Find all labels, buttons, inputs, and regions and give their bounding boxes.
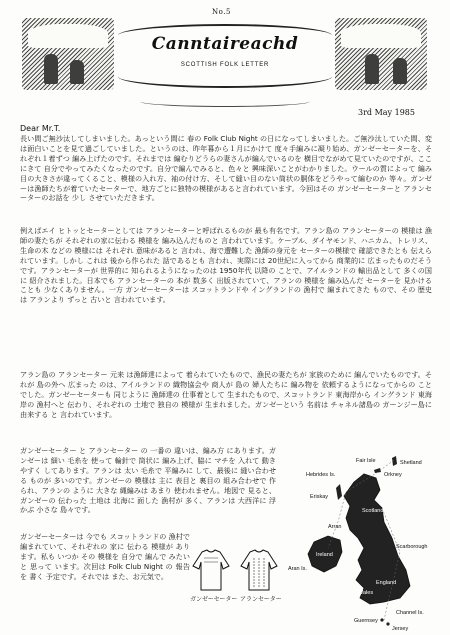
- map-label-orkney: Orkney: [384, 472, 402, 478]
- gansey-caption: ガンゼーセーター: [190, 596, 238, 603]
- paragraph-1: 長い間ご無沙汰してしまいました。あっという間に 春の Folk Club Night の日になってしまいました。ご無沙汰していた間、変は面白いことを見て過ごしていました。というのは、昨年暮から１月にかけて 度々手編みに凝り始め、ガンゼーセーターを、それぞれ１着ずつ 編み上げたのです。それまでは 編むりどうらの妻さんが編んでいるのを 横目でながめて見ていたのですが、ここにきて 自分でやってみたくなったのです。自分で編んでみると、色々と 興味深いことがわかりました。ウールの質によって 編み目の大きさが違ってくること、模様の入れ方、袖の付け方、そして縫い目のない筒状の胴体をどうやって編むのか 等々。ガンゼーは漁師たちが着ていたセーターで、地方ごとに独特の模様があると言われています。今回はその ガンゼーセーターと アランセーターのお話を 少し させていただきます。: [20, 134, 432, 203]
- british-isles-map: [284, 452, 438, 632]
- paragraph-5: ガンゼーセーターは 今でも スコットランドの 漁村で 編まれていて、それぞれの 家に 伝わる 模様が あります。私も いつか その 模様を 自分で 編んで みたいと 思って います。次回は Folk Club Night の 報告を 書く 予定です。それでは また、お元気で。: [20, 532, 190, 581]
- letter-date: 3rd May 1985: [358, 108, 415, 117]
- map-label-channel-is: Channel Is.: [396, 610, 424, 616]
- map-label-hebrides: Hebrides Is.: [306, 472, 336, 478]
- guernsey-shape: [380, 618, 383, 621]
- aran-sweater-drawing: [240, 548, 278, 592]
- map-label-eriskay: Eriskay: [310, 494, 329, 500]
- map-label-wales: Wales: [358, 590, 374, 596]
- hebrides-shape: [336, 484, 342, 500]
- map-label-england: England: [376, 580, 397, 586]
- aran-caption: アランセーター: [240, 596, 282, 603]
- jersey-shape: [386, 622, 389, 625]
- map-label-fair-isle: Fair Isle: [356, 458, 376, 464]
- map-label-ireland: Ireland: [316, 552, 333, 558]
- map-label-aran-is: Aran Is.: [288, 566, 307, 572]
- paragraph-3: アラン島の アランセーター 元来 は漁師達によって 着られていたもので、漁民の妻たちが 家族のために 編んでいたものです。それが 島の外へ 広まった のは、アイルランドの 織物協会や 商人が 島の 婦人たちに 編み物を 依頼するようになってからの ことでした。ガンゼーセーターも 同じように 漁師達の 仕事着として 生まれたもので、スコットランド 東海岸から イングランド 東海岸の 漁村へと 伝わり、それぞれの 土地で 独自の 模様が 生まれました。ガンゼーという 名前は チャネル諸島の ガーンジー島に 由来する と 言われています。: [20, 370, 432, 419]
- map-label-scarborough: Scarborough: [396, 544, 428, 550]
- paragraph-2: 例えばエイ ヒトッとセーターとしては アランセーターと呼ばれるものが 最も有名です。アラン島の アランセーターの 模様は 漁師の妻たちが それぞれの家に伝わる 模様を 編み込んだものと 言われています。ケーブル、ダイヤモンド、ハニカム、トレリス、生命の木 などの 模様には それぞれ 意味があると 言われ、海で遭難した 漁師の身元を セーターの模様で 確認できたとも 伝えられています。しかし これは 後から作られた 話であるとも 言われ、実際には 20世紀に入ってから 商業的に 広まったものだそうです。アランセーターが 世界的に 知られるようになったのは 1950年代 以降の ことで、アイルランドの 輸出品として 多くの国に 紹介されました。日本でも アランセーターの 本が 数多く 出版されていて、アランの 模様を 編み込んだ セーターを 見かける ことも 少なくありません。一方 ガンゼーセーターは スコットランドや イングランドの 漁村で 編まれてきた もので、その 歴史は アランより ずっと 古いと 言われています。: [20, 226, 432, 305]
- newsletter-title: Canntaireachd: [151, 34, 299, 54]
- decorative-flourish: [140, 96, 310, 107]
- salutation: Dear Mr.T.: [20, 124, 61, 133]
- right-etching-illustration: [335, 18, 427, 90]
- issue-number: No.5: [212, 8, 231, 16]
- newsletter-subtitle: SCOTTISH FOLK LETTER: [180, 62, 270, 68]
- map-label-scotland: Scotland: [362, 508, 384, 514]
- map-label-arran: Arran: [328, 524, 342, 530]
- left-etching-illustration: [22, 18, 114, 90]
- gansey-sweater-drawing: [192, 548, 230, 592]
- paragraph-4: ガンゼーセーター と アランセーター の 一番の 違いは、編み方 にあります。ガンゼーは 細い 毛糸を 使って 輪針で 筒状に 編み上げ、脇に マチを 入れて 動きやすく してあります。アランは 太い 毛糸で 平編みに して、最後に 縫い合わせる ものが 多いのです。ガンゼーの 模様は 主に 表目と 裏目の 組み合わせで 作られ、アランの ように 大きな 縄編みは あまり 使われません。地図で 見ると、ガンゼーの 伝わった 土地は 北海に 面した 漁村が 多く、アランは 大西洋に 浮かぶ 小さな 島々です。: [20, 446, 276, 515]
- map-label-shetland: Shetland: [400, 460, 422, 466]
- map-label-jersey: Jersey: [392, 626, 409, 632]
- map-label-guernsey: Guernsey: [354, 618, 378, 624]
